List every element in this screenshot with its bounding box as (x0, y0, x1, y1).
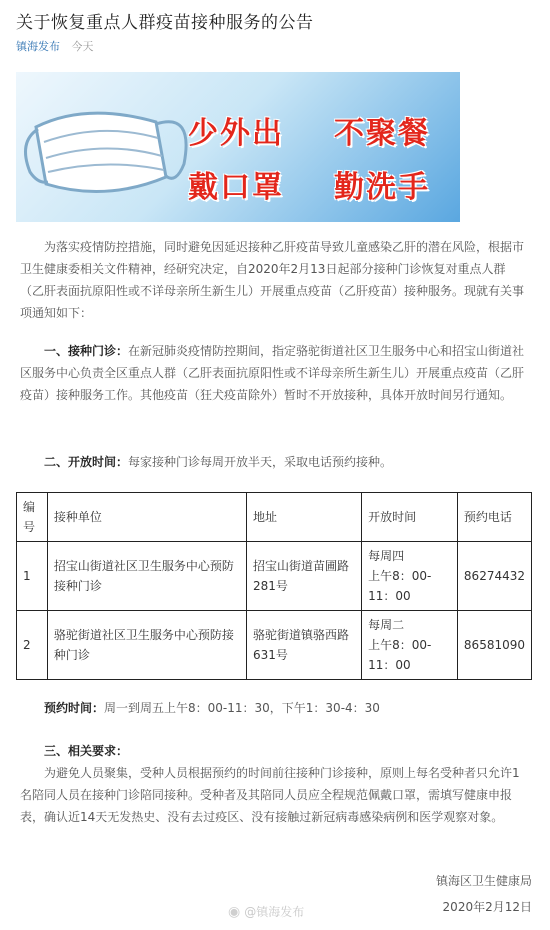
slogan-wear-mask: 戴口罩 (188, 170, 284, 205)
row-phone: 86581090 (457, 611, 531, 680)
section2-paragraph (20, 451, 528, 473)
slogan-wash-hands: 勤洗手 (334, 170, 430, 205)
section1-heading: 一、接种门诊： (44, 344, 129, 358)
row-open-time (362, 542, 458, 611)
slogan-no-gathering: 不聚餐 (334, 116, 430, 151)
section3-heading: 三、相关要求： (44, 744, 129, 758)
weibo-watermark (228, 903, 304, 920)
table-row (17, 611, 532, 680)
table-header-row (17, 493, 532, 542)
header-unit: 接种单位 (47, 493, 246, 542)
row-address: 招宝山街道苗圃路281号 (246, 542, 361, 611)
row-number: 1 (17, 542, 48, 611)
section1-text: 在新冠肺炎疫情防控期间，指定骆驼街道社区卫生服务中心和招宝山街道社区服务中心负责全区重点人群（乙肝表面抗原阳性或不详母亲所生新生儿）开展重点疫苗（乙肝疫苗）接种服务工作。其他疫苗（狂犬疫苗除外）暂时不开放接种，具体开放时间另行通知。 (20, 344, 525, 402)
table-row (17, 542, 532, 611)
appointment-text: 周一到周五上午8：00-11：30，下午1：30-4：30 (104, 701, 380, 715)
header-open-time: 开放时间 (362, 493, 458, 542)
row-open-hours: 上午8：00-11：00 (368, 569, 432, 603)
signature-date: 2020年2月12日 (442, 900, 532, 914)
page-title: 关于恢复重点人群疫苗接种服务的公告 (16, 13, 314, 33)
watermark-text: @镇海发布 (244, 905, 305, 919)
row-open-hours: 上午8：00-11：00 (368, 638, 432, 672)
face-mask-icon (16, 72, 196, 222)
appointment-paragraph (20, 697, 528, 719)
header-number: 编号 (17, 493, 48, 542)
row-unit: 招宝山街道社区卫生服务中心预防接种门诊 (47, 542, 246, 611)
signature-organization: 镇海区卫生健康局 (435, 874, 532, 888)
intro-paragraph: 为落实疫情防控措施，同时避免因延迟接种乙肝疫苗导致儿童感染乙肝的潜在风险，根据市卫生健康委相关文件精神，经研究决定，自2020年2月13日起部分接种门诊恢复对重点人群（乙肝表面抗原阳性或不详母亲所生新生儿）开展重点疫苗（乙肝疫苗）接种服务。现就有关事项通知如下： (20, 240, 525, 320)
appointment-heading: 预约时间： (44, 701, 105, 715)
row-unit: 骆驼街道社区卫生服务中心预防接种门诊 (47, 611, 246, 680)
section2-text: 每家接种门诊每周开放半天，采取电话预约接种。 (128, 455, 393, 469)
row-open-day: 每周二 (368, 618, 405, 632)
section3-paragraph: 为避免人员聚集，受种人员根据预约的时间前往接种门诊接种，原则上每名受种者只允许1名陪同人员在接种门诊陪同接种。受种者及其陪同人员应全程规范佩戴口罩，需填写健康申报表，确认近14天无发热史、没有去过疫区、没有接触过新冠病毒感染病例和医学观察对象。 (20, 766, 520, 824)
header-phone: 预约电话 (457, 493, 531, 542)
row-open-day: 每周四 (368, 549, 405, 563)
clinic-schedule-table (16, 492, 532, 680)
row-number: 2 (17, 611, 48, 680)
slogan-stay-home: 少外出 (188, 116, 284, 151)
section3-heading-line (20, 740, 528, 762)
section2-heading: 二、开放时间： (44, 455, 129, 469)
publish-date: 今天 (71, 40, 94, 53)
banner-image (16, 72, 460, 222)
row-phone: 86274432 (457, 542, 531, 611)
source-account-link[interactable]: 镇海发布 (16, 40, 60, 53)
article-meta (16, 38, 94, 54)
row-address: 骆驼街道镇骆西路631号 (246, 611, 361, 680)
row-open-time (362, 611, 458, 680)
section1-paragraph (20, 340, 528, 406)
weibo-eye-icon: ◉ (228, 903, 241, 920)
header-address: 地址 (246, 493, 361, 542)
